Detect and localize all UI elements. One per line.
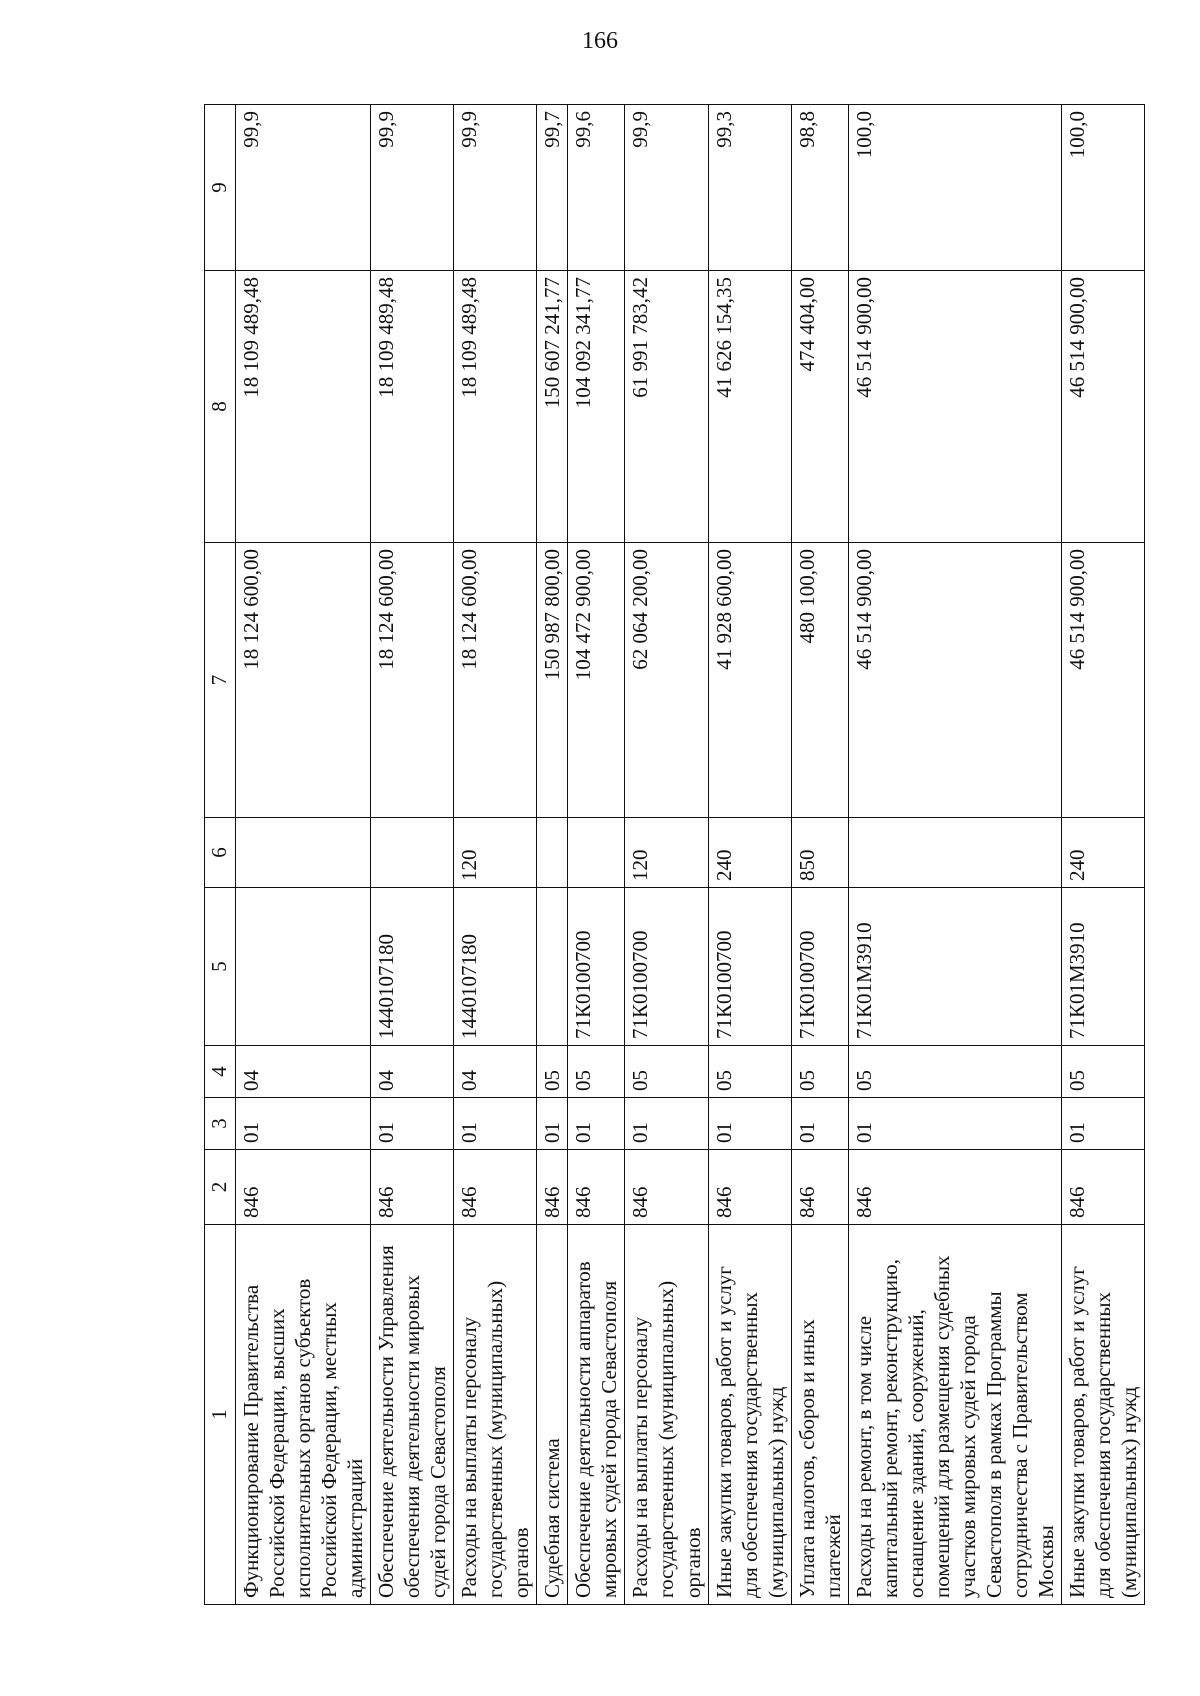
row-code-5: 71К0100700 (708, 888, 791, 1046)
row-code-6: 120 (625, 818, 708, 888)
row-actual: 46 514 900,00 (1061, 271, 1144, 543)
table-row (1061, 105, 1144, 1605)
row-code-5: 71К01М3910 (1061, 888, 1144, 1046)
row-code-4: 05 (1061, 1046, 1144, 1098)
row-code-4: 05 (791, 1046, 848, 1098)
header-col-7: 7 (205, 543, 236, 818)
row-code-5: 1440107180 (454, 888, 537, 1046)
row-percent: 99,9 (236, 105, 371, 271)
header-col-3: 3 (205, 1098, 236, 1150)
row-name: Иные закупки товаров, работ и услуг для обеспечения государственных (муниципальных) нужд (1061, 1225, 1144, 1605)
row-code-6: 240 (1061, 818, 1144, 888)
page-number: 166 (582, 28, 618, 54)
table-row (568, 105, 625, 1605)
row-code-5 (236, 888, 371, 1046)
row-actual: 46 514 900,00 (848, 271, 1061, 543)
header-col-8: 8 (205, 271, 236, 543)
row-percent: 100,0 (1061, 105, 1144, 271)
row-code-6 (848, 818, 1061, 888)
row-actual: 474 404,00 (791, 271, 848, 543)
row-code-2: 846 (625, 1150, 708, 1225)
table-row (371, 105, 454, 1605)
row-percent: 99,6 (568, 105, 625, 271)
row-code-3: 01 (791, 1098, 848, 1150)
row-name: Обеспечение деятельности Управления обеспечения деятельности мировых судей города Севастополя (371, 1225, 454, 1605)
row-percent: 99,9 (454, 105, 537, 271)
row-actual: 18 109 489,48 (371, 271, 454, 543)
row-code-4: 04 (371, 1046, 454, 1098)
row-name: Иные закупки товаров, работ и услуг для обеспечения государственных (муниципальных) нужд (708, 1225, 791, 1605)
row-percent: 99,7 (537, 105, 568, 271)
row-actual: 18 109 489,48 (454, 271, 537, 543)
header-col-4: 4 (205, 1046, 236, 1098)
row-code-5: 71К0100700 (568, 888, 625, 1046)
row-code-4: 05 (708, 1046, 791, 1098)
row-name: Обеспечение деятельности аппаратов мировых судей города Севастополя (568, 1225, 625, 1605)
row-code-3: 01 (1061, 1098, 1144, 1150)
row-code-3: 01 (708, 1098, 791, 1150)
row-code-2: 846 (537, 1150, 568, 1225)
row-percent: 100,0 (848, 105, 1061, 271)
row-code-4: 05 (568, 1046, 625, 1098)
row-code-5: 1440107180 (371, 888, 454, 1046)
row-code-2: 846 (236, 1150, 371, 1225)
header-col-1: 1 (205, 1225, 236, 1605)
row-name: Расходы на выплаты персоналу государственных (муниципальных) органов (625, 1225, 708, 1605)
row-code-2: 846 (708, 1150, 791, 1225)
row-actual: 150 607 241,77 (537, 271, 568, 543)
row-planned: 46 514 900,00 (1061, 543, 1144, 818)
row-code-4: 04 (236, 1046, 371, 1098)
row-planned: 104 472 900,00 (568, 543, 625, 818)
row-code-5: 71К0100700 (625, 888, 708, 1046)
row-code-6: 240 (708, 818, 791, 888)
row-planned: 41 928 600,00 (708, 543, 791, 818)
row-actual: 41 626 154,35 (708, 271, 791, 543)
row-code-5: 71К01М3910 (848, 888, 1061, 1046)
row-planned: 150 987 800,00 (537, 543, 568, 818)
row-code-2: 846 (848, 1150, 1061, 1225)
row-code-5: 71К0100700 (791, 888, 848, 1046)
row-planned: 46 514 900,00 (848, 543, 1061, 818)
row-planned: 18 124 600,00 (454, 543, 537, 818)
row-code-6 (568, 818, 625, 888)
table-row (454, 105, 537, 1605)
row-code-6: 850 (791, 818, 848, 888)
header-col-9: 9 (205, 105, 236, 271)
rotated-table-container (204, 105, 1141, 1605)
row-code-3: 01 (848, 1098, 1061, 1150)
row-code-5 (537, 888, 568, 1046)
row-code-6 (537, 818, 568, 888)
table-header-row (205, 105, 236, 1605)
row-code-3: 01 (371, 1098, 454, 1150)
row-name: Функционирование Правительства Российской Федерации, высших исполнительных органов субъектов Российской Федерации, местных администраций (236, 1225, 371, 1605)
row-code-2: 846 (568, 1150, 625, 1225)
row-percent: 99,3 (708, 105, 791, 271)
row-code-4: 04 (454, 1046, 537, 1098)
row-percent: 99,9 (371, 105, 454, 271)
expenditure-table (204, 104, 1145, 1605)
row-planned: 480 100,00 (791, 543, 848, 818)
row-code-6 (236, 818, 371, 888)
row-code-4: 05 (848, 1046, 1061, 1098)
header-col-6: 6 (205, 818, 236, 888)
row-actual: 104 092 341,77 (568, 271, 625, 543)
row-code-4: 05 (537, 1046, 568, 1098)
row-name: Расходы на ремонт, в том числе капитальный ремонт, реконструкцию, оснащение зданий, сооружений, помещений для размещения судебных участков мировых судей города Севастополя в рамках Программы сотрудничества с Правительством Москвы (848, 1225, 1061, 1605)
row-code-2: 846 (791, 1150, 848, 1225)
row-planned: 18 124 600,00 (371, 543, 454, 818)
table-row (625, 105, 708, 1605)
table-row (791, 105, 848, 1605)
row-name: Уплата налогов, сборов и иных платежей (791, 1225, 848, 1605)
row-name: Расходы на выплаты персоналу государственных (муниципальных) органов (454, 1225, 537, 1605)
row-actual: 61 991 783,42 (625, 271, 708, 543)
row-percent: 98,8 (791, 105, 848, 271)
row-name: Судебная система (537, 1225, 568, 1605)
table-row (236, 105, 371, 1605)
row-percent: 99,9 (625, 105, 708, 271)
header-col-2: 2 (205, 1150, 236, 1225)
row-code-2: 846 (454, 1150, 537, 1225)
row-code-3: 01 (537, 1098, 568, 1150)
row-code-3: 01 (568, 1098, 625, 1150)
table-row (848, 105, 1061, 1605)
header-col-5: 5 (205, 888, 236, 1046)
row-code-6: 120 (454, 818, 537, 888)
row-code-2: 846 (371, 1150, 454, 1225)
row-code-2: 846 (1061, 1150, 1144, 1225)
row-actual: 18 109 489,48 (236, 271, 371, 543)
row-planned: 18 124 600,00 (236, 543, 371, 818)
table-row (708, 105, 791, 1605)
row-code-6 (371, 818, 454, 888)
table-wrapper (204, 105, 1141, 1605)
row-code-4: 05 (625, 1046, 708, 1098)
row-code-3: 01 (454, 1098, 537, 1150)
table-row (537, 105, 568, 1605)
row-planned: 62 064 200,00 (625, 543, 708, 818)
row-code-3: 01 (236, 1098, 371, 1150)
row-code-3: 01 (625, 1098, 708, 1150)
